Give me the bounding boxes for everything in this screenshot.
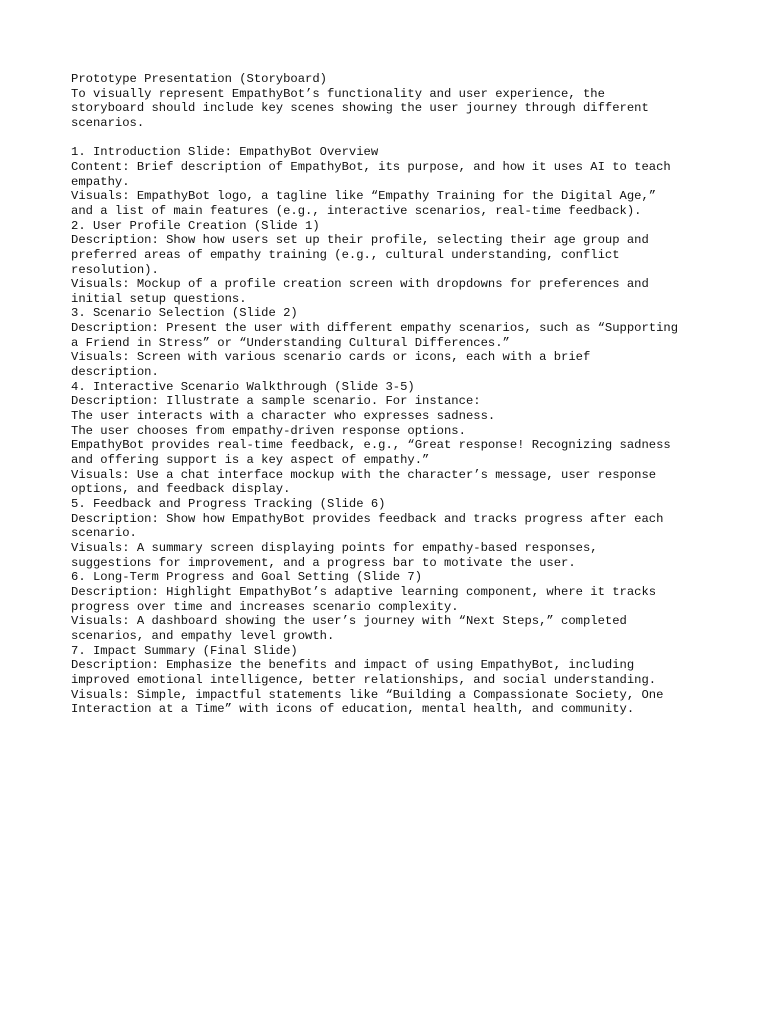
section-text-line: description. [71, 365, 159, 380]
intro-paragraph-line: storyboard should include key scenes showing the user journey through different [71, 101, 649, 116]
section-text-line: progress over time and increases scenario complexity. [71, 599, 459, 614]
section-text-line: and offering support is a key aspect of empathy.” [71, 453, 430, 468]
section-heading: 3. Scenario Selection (Slide 2) [71, 306, 298, 321]
section-text-line: and a list of main features (e.g., interactive scenarios, real-time feedback). [71, 203, 642, 218]
section-heading: 1. Introduction Slide: EmpathyBot Overview [71, 145, 379, 160]
section-heading: 2. User Profile Creation (Slide 1) [71, 218, 320, 233]
section-heading: 7. Impact Summary (Final Slide) [71, 643, 298, 658]
section-text-line: scenarios, and empathy level growth. [71, 628, 335, 643]
section-text-line: The user interacts with a character who expresses sadness. [71, 409, 496, 424]
section-text-line: Visuals: Mockup of a profile creation screen with dropdowns for preferences and [71, 277, 649, 292]
document-body [71, 72, 711, 717]
section-text-line: The user chooses from empathy-driven response options. [71, 423, 466, 438]
section-text-line: Visuals: Use a chat interface mockup with the character’s message, user response [71, 467, 657, 482]
section-text-line: Description: Present the user with different empathy scenarios, such as “Supporting [71, 321, 679, 336]
intro-paragraph-line: To visually represent EmpathyBot’s functionality and user experience, the [71, 86, 605, 101]
section-text-line: a Friend in Stress” or “Understanding Cultural Differences.” [71, 335, 510, 350]
section-text-line: preferred areas of empathy training (e.g., cultural understanding, conflict [71, 247, 620, 262]
section-text-line: Interaction at a Time” with icons of education, mental health, and community. [71, 702, 635, 717]
section-text-line: Description: Show how EmpathyBot provides feedback and tracks progress after each [71, 511, 664, 526]
section-text-line: options, and feedback display. [71, 482, 291, 497]
section-text-line: initial setup questions. [71, 291, 247, 306]
section-text-line: Description: Highlight EmpathyBot’s adaptive learning component, where it tracks [71, 584, 657, 599]
section-text-line: EmpathyBot provides real-time feedback, e.g., “Great response! Recognizing sadness [71, 438, 671, 453]
section-text-line: Visuals: Simple, impactful statements like “Building a Compassionate Society, One [71, 687, 664, 702]
section-text-line: Description: Emphasize the benefits and impact of using EmpathyBot, including [71, 658, 635, 673]
section-text-line: Visuals: A summary screen displaying points for empathy-based responses, [71, 540, 598, 555]
section-heading: 6. Long-Term Progress and Goal Setting (Slide 7) [71, 570, 423, 585]
section-text-line: improved emotional intelligence, better relationships, and social understanding. [71, 672, 657, 687]
section-text-line: Visuals: Screen with various scenario cards or icons, each with a brief [71, 350, 591, 365]
section-text-line: Visuals: EmpathyBot logo, a tagline like “Empathy Training for the Digital Age,” [71, 189, 657, 204]
document-title: Prototype Presentation (Storyboard) [71, 72, 327, 86]
section-text-line: scenario. [71, 526, 137, 541]
section-text-line: Description: Illustrate a sample scenario. For instance: [71, 394, 481, 409]
section-text-line: Description: Show how users set up their profile, selecting their age group and [71, 233, 649, 248]
section-heading: 5. Feedback and Progress Tracking (Slide 6) [71, 497, 386, 512]
section-text-line: resolution). [71, 262, 159, 277]
section-heading: 4. Interactive Scenario Walkthrough (Slide 3-5) [71, 379, 415, 394]
intro-paragraph-line: scenarios. [71, 115, 145, 130]
section-text-line: suggestions for improvement, and a progress bar to motivate the user. [71, 555, 576, 570]
section-text-line: empathy. [71, 174, 130, 189]
section-text-line: Content: Brief description of EmpathyBot, its purpose, and how it uses AI to teach [71, 159, 671, 174]
section-text-line: Visuals: A dashboard showing the user’s journey with “Next Steps,” completed [71, 614, 627, 629]
blank-line [71, 131, 711, 146]
